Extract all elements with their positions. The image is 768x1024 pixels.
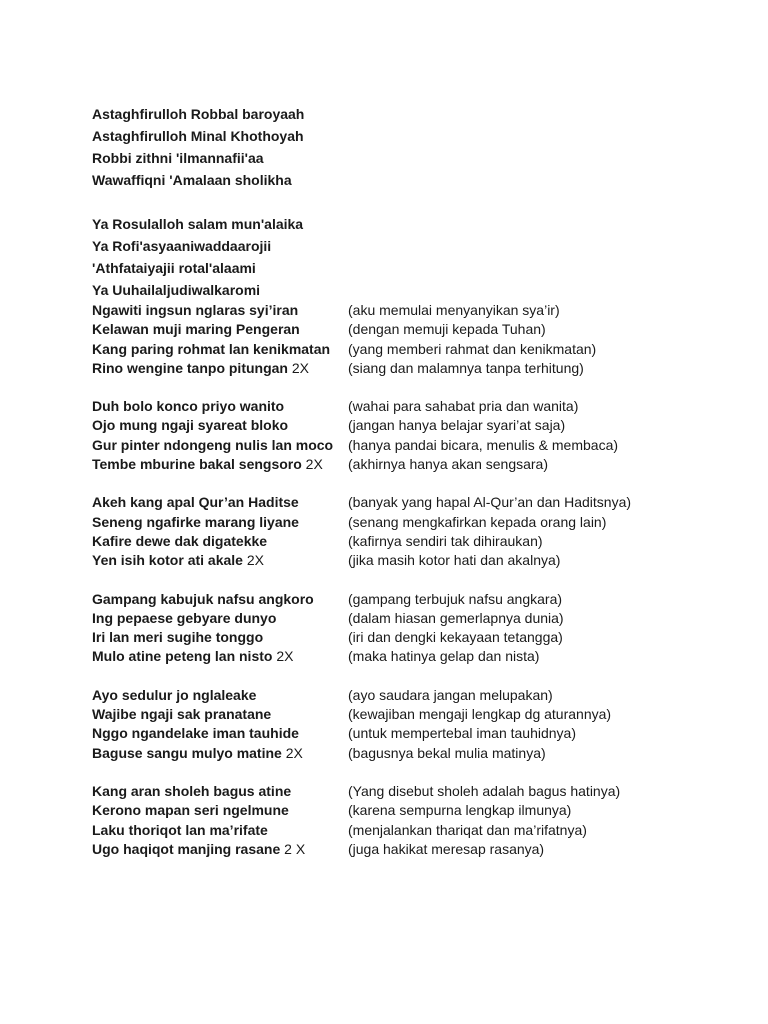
javanese-lyric: Ayo sedulur jo nglaleake	[92, 686, 257, 703]
lyric-row	[92, 513, 752, 532]
lyric-row	[92, 532, 752, 551]
indonesian-translation: (ayo saudara jangan melupakan)	[348, 686, 553, 703]
stanza	[92, 590, 752, 667]
lyric-row	[92, 609, 752, 628]
intro-line: Astaghfirulloh Minal Khothoyah	[92, 128, 304, 144]
javanese-lyric: Tembe mburine bakal sengsoro	[92, 456, 302, 473]
repeat-marker: 2X	[272, 648, 294, 665]
intro-line: Robbi zithni 'ilmannafii'aa	[92, 150, 264, 166]
javanese-lyric: Duh bolo konco priyo wanito	[92, 398, 285, 415]
stanza	[92, 397, 752, 474]
intro-line: Astaghfirulloh Robbal baroyaah	[92, 106, 305, 122]
javanese-lyric: Mulo atine peteng lan nisto	[92, 648, 273, 665]
indonesian-translation: (wahai para sahabat pria dan wanita)	[348, 398, 579, 415]
javanese-lyric: Seneng ngafirke marang liyane	[92, 513, 299, 530]
indonesian-translation: (maka hatinya gelap dan nista)	[348, 648, 540, 665]
indonesian-translation: (untuk mempertebal iman tauhidnya)	[348, 725, 577, 742]
lyric-row	[92, 821, 752, 840]
indonesian-translation: (menjalankan thariqat dan ma’rifatnya)	[348, 821, 587, 838]
repeat-marker: 2X	[242, 552, 264, 569]
javanese-line	[92, 416, 288, 435]
repeat-marker: 2X	[281, 744, 303, 761]
indonesian-translation: (bagusnya bekal mulia matinya)	[348, 744, 546, 761]
javanese-line	[92, 359, 309, 378]
lyric-row	[92, 320, 752, 339]
repeat-marker: 2X	[301, 456, 323, 473]
javanese-line	[92, 320, 300, 339]
lyric-row	[92, 782, 752, 801]
javanese-line	[92, 686, 256, 705]
lyric-row	[92, 436, 752, 455]
indonesian-translation: (iri dan dengki kekayaan tetangga)	[348, 629, 563, 646]
javanese-line	[92, 513, 299, 532]
javanese-lyric: Gur pinter ndongeng nulis lan moco	[92, 436, 334, 453]
indonesian-translation: (kewajiban mengaji lengkap dg aturannya)	[348, 706, 612, 723]
repeat-marker: 2 X	[280, 840, 306, 857]
indonesian-translation: (karena sempurna lengkap ilmunya)	[348, 802, 572, 819]
lyric-row	[92, 397, 752, 416]
lyric-row	[92, 359, 752, 378]
stanza	[92, 493, 752, 570]
intro-line: Wawaffiqni 'Amalaan sholikha	[92, 172, 292, 188]
indonesian-translation: (akhirnya hanya akan sengsara)	[348, 456, 549, 473]
javanese-line	[92, 801, 289, 820]
javanese-line	[92, 301, 298, 320]
indonesian-translation: (jika masih kotor hati dan akalnya)	[348, 552, 561, 569]
intro-block-sholawat	[92, 213, 752, 301]
javanese-line	[92, 340, 330, 359]
javanese-lyric: Ngawiti ingsun nglaras syi’iran	[92, 302, 299, 318]
javanese-lyric: Kelawan muji maring Pengeran	[92, 321, 300, 338]
intro-line: Ya Rofi'asyaaniwaddaarojii	[92, 238, 272, 254]
javanese-lyric: Iri lan meri sugihe tonggo	[92, 629, 264, 646]
indonesian-translation: (dalam hiasan gemerlapnya dunia)	[348, 609, 564, 626]
javanese-lyric: Nggo ngandelake iman tauhide	[92, 725, 299, 742]
javanese-line	[92, 840, 305, 859]
javanese-lyric: Kafire dewe dak digatekke	[92, 532, 268, 549]
javanese-line	[92, 609, 276, 628]
javanese-line	[92, 493, 299, 512]
javanese-line	[92, 436, 333, 455]
indonesian-translation: (aku memulai menyanyikan sya’ir)	[348, 302, 560, 318]
javanese-lyric: Laku thoriqot lan ma’rifate	[92, 821, 268, 838]
javanese-line	[92, 647, 293, 666]
lyric-row	[92, 340, 752, 359]
javanese-line	[92, 455, 323, 474]
javanese-lyric: Yen isih kotor ati akale	[92, 552, 243, 569]
javanese-lyric: Akeh kang apal Qur’an Haditse	[92, 494, 299, 511]
intro-block-istighfar	[92, 103, 752, 191]
lyric-row	[92, 416, 752, 435]
javanese-line	[92, 821, 268, 840]
indonesian-translation: (jangan hanya belajar syari’at saja)	[348, 417, 566, 434]
lyric-row	[92, 840, 752, 859]
indonesian-translation: (senang mengkafirkan kepada orang lain)	[348, 513, 607, 530]
javanese-line	[92, 744, 303, 763]
javanese-line	[92, 551, 264, 570]
lyric-row	[92, 301, 752, 320]
lyric-row	[92, 628, 752, 647]
lyric-row	[92, 705, 752, 724]
intro-line: Ya Rosulalloh salam mun'alaika	[92, 216, 304, 232]
javanese-line	[92, 628, 263, 647]
lyrics-page	[92, 103, 752, 859]
javanese-lyric: Kerono mapan seri ngelmune	[92, 802, 289, 819]
indonesian-translation: (dengan memuji kepada Tuhan)	[348, 321, 546, 338]
javanese-lyric: Kang aran sholeh bagus atine	[92, 782, 292, 799]
javanese-line	[92, 782, 291, 801]
javanese-lyric: Baguse sangu mulyo matine	[92, 744, 282, 761]
lyric-row	[92, 493, 752, 512]
lyric-row	[92, 744, 752, 763]
lyric-row	[92, 590, 752, 609]
lyric-row	[92, 801, 752, 820]
lyric-row	[92, 455, 752, 474]
javanese-lyric: Ojo mung ngaji syareat bloko	[92, 417, 289, 434]
indonesian-translation: (siang dan malamnya tanpa terhitung)	[348, 359, 584, 376]
javanese-line	[92, 397, 284, 416]
indonesian-translation: (juga hakikat meresap rasanya)	[348, 840, 545, 857]
indonesian-translation: (yang memberi rahmat dan kenikmatan)	[348, 340, 597, 357]
lyric-row	[92, 724, 752, 743]
javanese-lyric: Ugo haqiqot manjing rasane	[92, 840, 281, 857]
javanese-lyric: Gampang kabujuk nafsu angkoro	[92, 590, 314, 607]
repeat-marker: 2X	[287, 359, 309, 376]
intro-line: Ya Uuhailaljudiwalkaromi	[92, 282, 261, 298]
javanese-lyric: Ing pepaese gebyare dunyo	[92, 609, 277, 626]
indonesian-translation: (Yang disebut sholeh adalah bagus hatinya)	[348, 782, 621, 799]
indonesian-translation: (kafirnya sendiri tak dihiraukan)	[348, 532, 543, 549]
lyric-row	[92, 686, 752, 705]
lyric-row	[92, 551, 752, 570]
javanese-line	[92, 724, 299, 743]
stanza	[92, 686, 752, 763]
javanese-lyric: Rino wengine tanpo pitungan	[92, 359, 288, 376]
indonesian-translation: (hanya pandai bicara, menulis & membaca)	[348, 436, 619, 453]
stanza	[92, 782, 752, 859]
javanese-line	[92, 532, 267, 551]
stanza-list	[92, 301, 752, 859]
intro-line: 'Athfataiyajii rotal'alaami	[92, 260, 256, 276]
javanese-lyric: Wajibe ngaji sak pranatane	[92, 706, 272, 723]
lyric-row	[92, 647, 752, 666]
indonesian-translation: (banyak yang hapal Al-Qur’an dan Haditsnya)	[348, 494, 632, 511]
indonesian-translation: (gampang terbujuk nafsu angkara)	[348, 590, 563, 607]
javanese-line	[92, 705, 271, 724]
javanese-lyric: Kang paring rohmat lan kenikmatan	[92, 340, 331, 357]
stanza	[92, 301, 752, 378]
javanese-line	[92, 590, 314, 609]
